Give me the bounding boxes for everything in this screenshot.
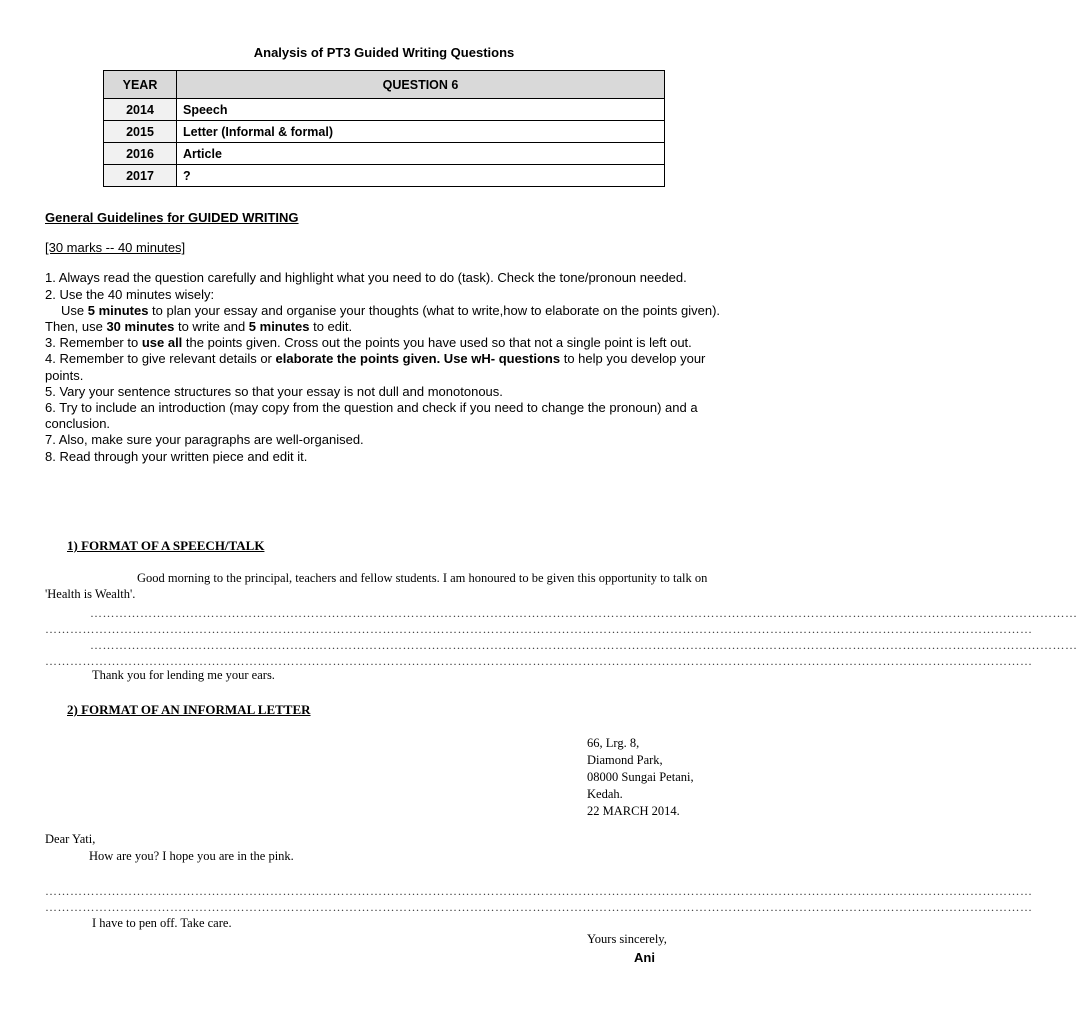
letter-opening: How are you? I hope you are in the pink. (89, 849, 294, 863)
dotted-line: ………………………………………………………………………………………………………………………………………………………………………………………………………………… (45, 900, 1033, 914)
year-cell: 2016 (104, 143, 177, 165)
dotted-line: ………………………………………………………………………………………………………………………………………………………………………………………………………………… (45, 884, 1033, 898)
text-span: 3. Remember to (45, 335, 142, 351)
dotted-line: ………………………………………………………………………………………………………………………………………………………………………………………………………………… (90, 638, 1078, 652)
letter-signature: Ani (634, 950, 655, 965)
dotted-line: ………………………………………………………………………………………………………………………………………………………………………………………………………………… (90, 606, 1078, 620)
guideline-7: 7. Also, make sure your paragraphs are well-organised. (45, 432, 364, 448)
bold-span: 5 minutes (248, 319, 310, 335)
speech-heading: 1) FORMAT OF A SPEECH/TALK (67, 538, 265, 553)
speech-opening: Good morning to the principal, teachers and fellow students. I am honoured to be given this opportunity to talk on 'Health is Wealth'. (45, 571, 708, 601)
letter-signoff: Yours sincerely, (587, 932, 667, 946)
table-row (104, 121, 665, 143)
sender-address (587, 735, 694, 820)
bold-span: use all (141, 335, 183, 351)
question-cell: Speech (177, 99, 665, 121)
column-header-question: QUESTION 6 (177, 71, 665, 99)
question-cell: Letter (Informal & formal) (177, 121, 665, 143)
address-line: 08000 Sungai Petani, (587, 770, 694, 784)
letter-closing: I have to pen off. Take care. (92, 916, 232, 930)
guidelines-heading: General Guidelines for GUIDED WRITING (45, 210, 299, 225)
guideline-3 (45, 335, 735, 351)
bold-span: 30 minutes (106, 319, 175, 335)
marks-note: [30 marks -- 40 minutes] (45, 240, 186, 256)
question-cell: ? (177, 165, 665, 187)
guidelines-section (45, 210, 735, 465)
speech-closing: Thank you for lending me your ears. (92, 668, 275, 682)
table-row (104, 143, 665, 165)
year-cell: 2015 (104, 121, 177, 143)
dotted-line: ………………………………………………………………………………………………………………………………………………………………………………………………………………… (45, 654, 1033, 668)
guideline-2-detail (45, 303, 735, 335)
text-span: to write and (174, 319, 249, 335)
guideline-6: 6. Try to include an introduction (may copy from the question and check if you need to change the pronoun) and a conclusion. (45, 400, 698, 432)
address-line: Kedah. (587, 787, 623, 801)
letter-date: 22 MARCH 2014. (587, 804, 680, 818)
bold-span: 5 minutes (87, 302, 149, 318)
year-cell: 2014 (104, 99, 177, 121)
table-row (104, 99, 665, 121)
guideline-4 (45, 351, 735, 383)
text-span: the points given. Cross out the points you have used so that not a single point is left out. (182, 335, 692, 351)
table-header-row (104, 71, 665, 99)
address-line: 66, Lrg. 8, (587, 736, 640, 750)
text-span: 4. Remember to give relevant details or (45, 351, 276, 367)
guideline-5: 5. Vary your sentence structures so that your essay is not dull and monotonous. (45, 383, 503, 399)
column-header-year: YEAR (104, 71, 177, 99)
question-cell: Article (177, 143, 665, 165)
text-span: to plan your essay and organise your thoughts (what to write,how to elaborate on the points given). Then, use (45, 302, 721, 335)
address-line: Diamond Park, (587, 753, 663, 767)
page-title: Analysis of PT3 Guided Writing Questions (253, 45, 515, 60)
guideline-2: 2. Use the 40 minutes wisely: (45, 286, 215, 302)
letter-heading: 2) FORMAT OF AN INFORMAL LETTER (67, 702, 311, 717)
guideline-8: 8. Read through your written piece and edit it. (45, 448, 308, 464)
text-span: to edit. (309, 319, 353, 335)
text-span: to help you develop your points. (45, 351, 706, 383)
guidelines-list (45, 270, 735, 464)
table-row (104, 165, 665, 187)
dotted-line: ………………………………………………………………………………………………………………………………………………………………………………………………………………… (45, 622, 1033, 636)
guideline-1: 1. Always read the question carefully and highlight what you need to do (task). Check the tone/pronoun needed. (45, 270, 687, 286)
year-cell: 2017 (104, 165, 177, 187)
letter-salutation: Dear Yati, (45, 832, 96, 846)
bold-span: elaborate the points given. Use wH- questions (275, 351, 561, 367)
questions-table (103, 70, 665, 187)
text-span: Use (61, 302, 88, 318)
